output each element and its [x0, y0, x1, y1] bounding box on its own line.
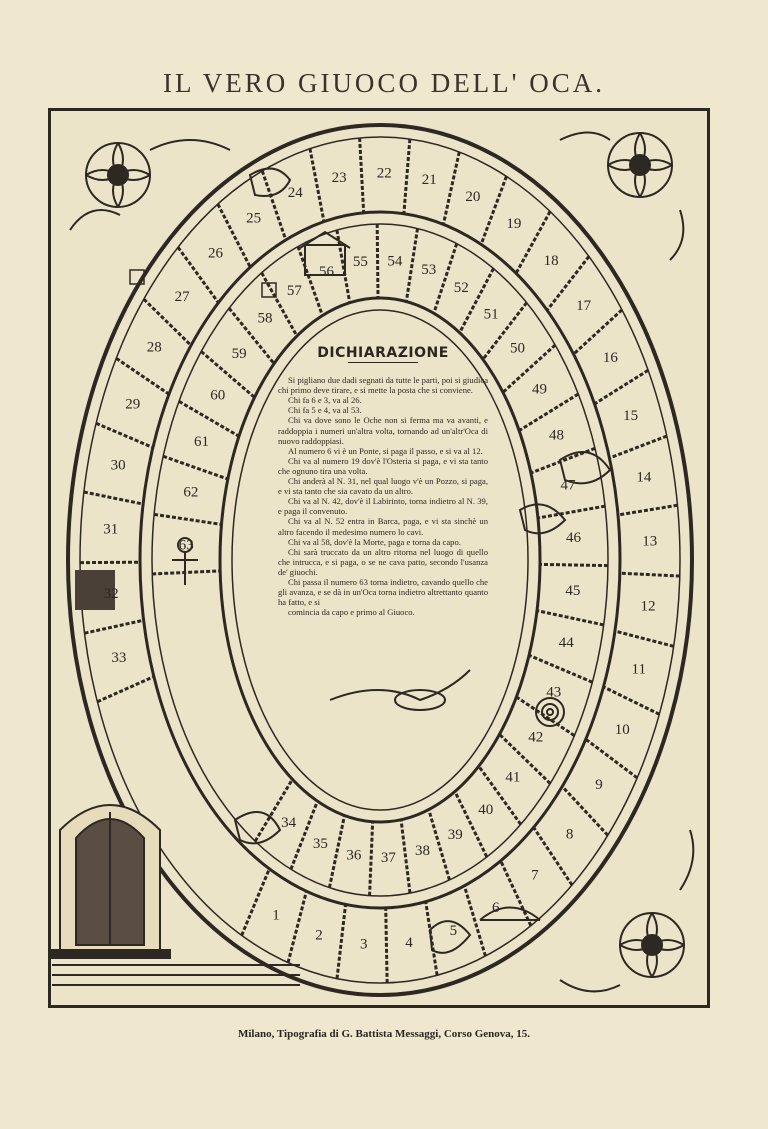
space-number: 7	[531, 867, 539, 884]
rule-paragraph: comincia da capo e primo al Giuoco.	[288, 607, 415, 618]
track-divider	[179, 401, 239, 436]
space-number: 10	[614, 721, 630, 738]
space-number: 32	[103, 586, 119, 603]
space-number: 31	[103, 521, 119, 538]
space-number: 11	[631, 661, 646, 678]
space-number: 15	[623, 407, 639, 424]
track-divider	[429, 810, 450, 880]
space-number: 18	[543, 252, 559, 269]
track-divider	[255, 779, 292, 841]
space-number: 12	[640, 598, 656, 615]
flower-ornament-top-right-icon	[560, 133, 683, 261]
rule-paragraph: Chi anderà al N. 31, nel qual luogo v'è un Pozzo, si paga, e vi sta tanto che sia cavato da un altro.	[278, 476, 488, 497]
space-number: 40	[478, 802, 494, 819]
track-divider	[386, 908, 387, 983]
track-divider	[519, 394, 578, 431]
space-number: 43	[546, 684, 562, 701]
space-number: 30	[110, 457, 126, 474]
track-divider	[262, 171, 286, 240]
space-number: 39	[447, 827, 463, 844]
track-divider	[401, 820, 410, 893]
track-divider	[242, 869, 270, 936]
flower-ornament-bottom-right-icon	[560, 830, 693, 991]
space-number: 48	[549, 427, 565, 444]
space-number: 3	[360, 936, 368, 953]
space-number: 29	[125, 396, 141, 413]
track-divider	[329, 815, 344, 887]
space-number: 37	[380, 850, 396, 867]
space-number: 59	[231, 345, 247, 362]
rule-paragraph: Chi va al N. 52 entra in Barca, paga, e vi sta sinchè un altro facendo il medesimo numero lo cavi.	[278, 516, 488, 537]
track-divider	[595, 370, 649, 404]
space-number: 54	[387, 253, 403, 270]
space-number: 47	[560, 477, 576, 494]
track-divider	[163, 456, 228, 479]
space-number: 55	[352, 253, 368, 270]
space-number: 52	[453, 279, 469, 296]
declaration-rule	[348, 362, 418, 363]
space-number: 63	[178, 537, 194, 554]
space-number: 28	[146, 339, 162, 356]
track-divider	[144, 299, 191, 345]
space-number: 13	[642, 533, 658, 550]
track-divider	[426, 902, 437, 976]
track-divider	[406, 229, 417, 302]
rule-paragraph: Chi passa il numero 63 torna indietro, cavando quello che gli avanza, e se dà in un'Oca torna indietro altrettanto quanto ha fatto, e si	[278, 576, 488, 608]
mermaid-icon	[330, 670, 470, 710]
space-number: 44	[558, 635, 574, 652]
space-number: 14	[636, 469, 652, 486]
poster-title: IL VERO GIUOCO DELL' OCA.	[162, 68, 606, 98]
space-number: 35	[312, 835, 328, 852]
space-number: 50	[509, 340, 525, 357]
track-divider	[360, 138, 364, 213]
maze-icon	[536, 698, 564, 726]
rule-paragraph: Chi sarà truccato da un altro ritorna nel luogo di quello che intrucca, e si paga, o se ne cava patto, secondo l'usanza de' giuochi.	[278, 546, 488, 577]
track-divider	[460, 269, 494, 333]
track-divider	[609, 436, 666, 458]
space-number: 57	[286, 283, 302, 300]
space-number: 1	[272, 907, 280, 924]
track-divider	[618, 505, 677, 515]
bottom-steps	[52, 965, 300, 985]
declaration-title: DICHIARAZIONE	[317, 345, 449, 361]
space-number: 20	[465, 188, 481, 205]
track-divider	[404, 139, 410, 214]
track-divider	[85, 620, 144, 633]
track-divider	[603, 687, 659, 714]
track-divider	[481, 176, 506, 244]
space-number: 61	[194, 434, 210, 451]
space-number: 5	[449, 922, 458, 939]
space-number: 45	[565, 582, 581, 599]
track-divider	[377, 224, 378, 298]
space-number: 26	[208, 245, 224, 262]
rule-paragraph: Si pigliano due dadi segnati da tutte le parti, poi si giudica chi primo deve tirare, e si mette la posta che si conviene.	[278, 375, 489, 396]
space-number: 24	[287, 184, 303, 201]
space-number: 42	[528, 729, 544, 746]
track-divider	[152, 571, 220, 574]
track-divider	[516, 697, 574, 736]
track-divider	[97, 677, 154, 702]
space-number: 36	[346, 847, 362, 864]
track-divider	[96, 423, 153, 447]
space-number: 27	[174, 288, 190, 305]
arched-door-icon	[52, 805, 170, 958]
space-number: 34	[281, 815, 297, 832]
space-number: 2	[315, 927, 323, 944]
space-number: 4	[405, 935, 413, 952]
space-number: 22	[376, 165, 392, 182]
track-divider	[574, 310, 622, 354]
space-number: 46	[565, 529, 581, 546]
space-number: 60	[210, 387, 226, 404]
declaration-panel	[278, 345, 489, 618]
track-divider	[586, 739, 637, 778]
space-number: 25	[246, 210, 262, 227]
space-number: 16	[602, 350, 618, 367]
track-divider	[370, 822, 373, 896]
track-divider	[337, 904, 346, 978]
track-divider	[434, 244, 457, 314]
space-number: 8	[565, 826, 574, 843]
track-divider	[501, 861, 531, 926]
space-number: 53	[421, 262, 437, 279]
track-divider	[529, 655, 592, 682]
space-number: 51	[483, 306, 499, 323]
space-number: 56	[319, 264, 335, 281]
printer-imprint: Milano, Tipografia di G. Battista Messaggi, Corso Genova, 15.	[237, 1028, 530, 1040]
space-number: 17	[576, 297, 592, 314]
flower-ornament-top-left-icon	[70, 140, 230, 230]
space-number: 23	[331, 169, 347, 186]
track-divider	[84, 492, 143, 504]
space-number: 21	[421, 171, 437, 188]
space-number: 58	[257, 310, 273, 327]
space-number: 49	[532, 381, 548, 398]
rule-paragraph: Chi va al numero 19 dov'è l'Osteria si paga, e vi sta tanto che ognuno tira una volta.	[278, 455, 488, 476]
rule-paragraph: Al numero 6 vi è un Ponte, si paga il passo, e si va al 12.	[288, 445, 483, 456]
track-divider	[116, 358, 169, 394]
space-number: 9	[595, 777, 603, 794]
track-divider	[310, 149, 324, 222]
space-number: 6	[491, 900, 500, 917]
rule-paragraph: Chi fa 5 e 4, va al 53.	[288, 405, 362, 416]
track-divider	[298, 246, 322, 315]
track-divider	[537, 611, 604, 625]
space-number: 62	[183, 484, 199, 501]
bridge-icon	[480, 908, 540, 921]
track-divider	[615, 631, 674, 646]
space-number: 41	[505, 769, 521, 786]
declaration-body	[278, 375, 488, 617]
rule-paragraph: Chi va al N. 42, dov'è il Labirinto, torna indietro al N. 39, e paga il convenuto.	[278, 496, 488, 517]
track-divider	[443, 152, 459, 224]
rule-paragraph: Chi va al 58, dov'è la Morte, paga e torna da capo.	[288, 536, 461, 547]
rule-paragraph: Chi va dove sono le Oche non si ferma ma va avanti, e raddoppia i numeri un'altra volta, tornando ad un'altr'Oca di nuovo raddoppiasi.	[278, 415, 488, 446]
track-divider	[154, 514, 221, 524]
rule-paragraph: Chi fa 6 e 3, va al 26.	[288, 395, 362, 406]
space-number: 38	[414, 843, 430, 860]
track-divider	[540, 564, 608, 565]
track-divider	[538, 506, 605, 518]
space-number: 19	[506, 216, 522, 233]
space-number: 33	[111, 649, 127, 666]
track-divider	[620, 573, 680, 576]
track-divider	[288, 891, 306, 962]
